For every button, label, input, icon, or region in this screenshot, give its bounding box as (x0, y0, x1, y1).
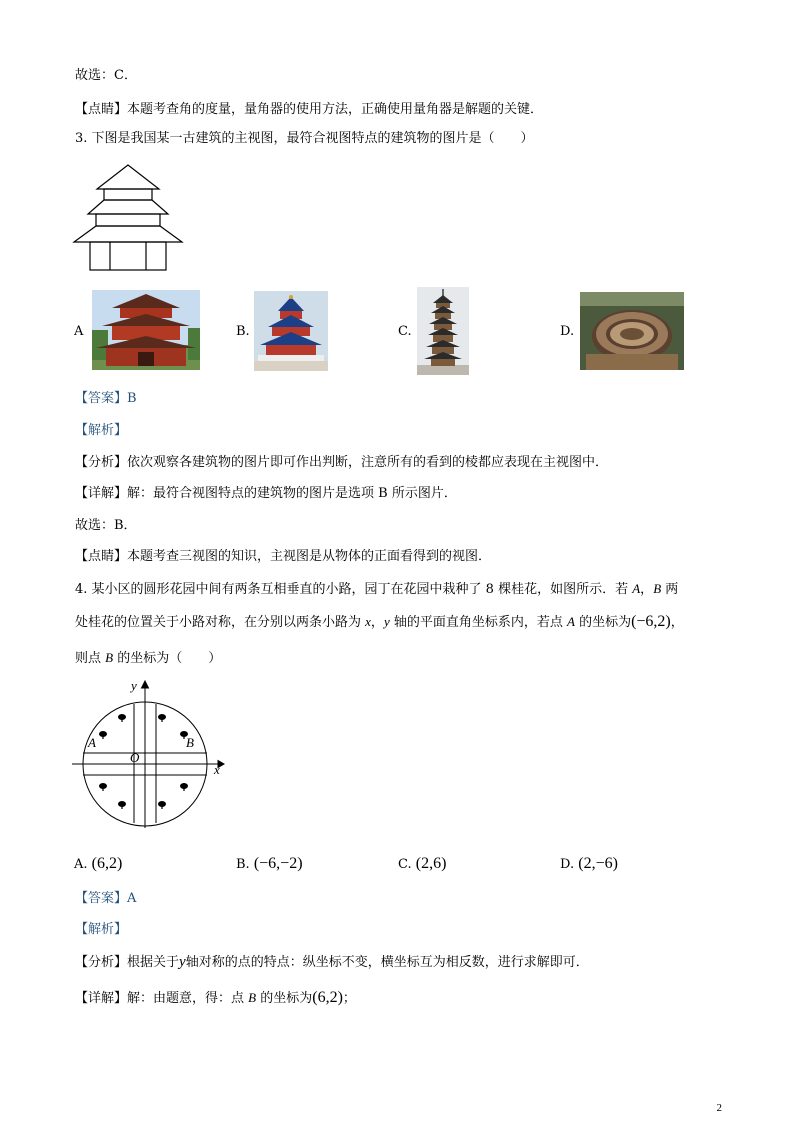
q4-text-c: 处桂花的位置关于小路对称，在分别以两条小路为 (75, 615, 366, 630)
q4-text-b: 两 (661, 582, 679, 597)
tree-icon (158, 714, 166, 722)
answer-3: 【答案】B (75, 391, 137, 406)
analysis-4 (75, 953, 589, 972)
fig-point-a-label: A (88, 735, 96, 750)
page-number: 2 (716, 1102, 722, 1114)
analysis-4-y: y (179, 954, 186, 970)
analysis-4-text-b: 轴对称的点的特点：纵坐标不变，横坐标互为相反数，进行求解即可． (185, 955, 589, 970)
detail-4-value: (6,2) (312, 989, 343, 1006)
q4-comma: ， (640, 582, 654, 597)
fig-point-b-label: B (186, 735, 194, 750)
q4-x: x (365, 614, 371, 629)
q4-point-a2: A (566, 614, 575, 629)
option-b-label: B. (236, 324, 250, 339)
analysis-header-4: 【解析】 (75, 922, 128, 937)
detail-4-text-a: 【详解】解：由题意，得：点 (75, 991, 249, 1006)
tree-icon (99, 731, 107, 739)
q4-text-e: 轴的平面直角坐标系内，若点 (389, 615, 567, 630)
q4-option-a-label: A. (74, 857, 88, 872)
q4-option-a[interactable] (74, 855, 122, 874)
building-front-view-figure (72, 160, 184, 275)
q4-text-d: ， (370, 615, 384, 630)
fig-y-label: y (131, 678, 137, 693)
q4-option-d[interactable] (560, 855, 618, 874)
q4-y: y (383, 614, 390, 629)
option-d-tulou-image[interactable] (580, 292, 684, 370)
tree-icon (158, 801, 166, 809)
fig-x-label: x (214, 762, 220, 777)
q4-text-f: 的坐标为 (574, 615, 632, 630)
q4-option-b-label: B. (236, 857, 250, 872)
detail-3: 【详解】解：最符合视图特点的建筑物的图片是选项 B 所示图片． (75, 486, 457, 501)
q4-text-g: ， (670, 615, 684, 630)
answer-4: 【答案】A (75, 891, 137, 906)
detail-4 (75, 989, 356, 1008)
q4-point-b2: B (105, 650, 114, 665)
option-b-temple-image[interactable] (254, 291, 328, 371)
garden-coordinate-figure (68, 676, 228, 836)
detail-4-text-c: ； (342, 991, 356, 1006)
analysis-3: 【分析】依次观察各建筑物的图片即可作出判断，注意所有的看到的棱都应表现在主视图中． (75, 455, 609, 470)
question-3: 3. 下图是我国某一古建筑的主视图，最符合视图特点的建筑物的图片是（ ） (75, 131, 534, 146)
question-4-line3 (75, 649, 221, 668)
fig-origin-label: O (130, 750, 140, 765)
q4-point-a: A (632, 581, 641, 596)
q4-option-b[interactable] (236, 855, 303, 874)
q4-option-c[interactable] (398, 855, 446, 874)
detail-4-text-b: 的坐标为 (256, 991, 313, 1006)
analysis-header-3: 【解析】 (75, 423, 128, 438)
comment-3: 【点睛】本题考查三视图的知识，主视图是从物体的正面看得到的视图． (75, 549, 492, 564)
tree-icon (118, 801, 126, 809)
q4-text-h: 则点 (75, 651, 106, 666)
option-a-pavilion-image[interactable] (92, 290, 200, 370)
analysis-4-text-a: 【分析】根据关于 (75, 955, 180, 970)
detail-4-point-b: B (248, 990, 257, 1005)
q4-option-c-value: (2,6) (415, 855, 447, 872)
option-d-label: D. (560, 324, 575, 339)
q4-coord-a: (−6,2) (631, 613, 671, 630)
question-4-line1 (75, 580, 678, 599)
conclusion-line: 故选：C． (75, 68, 137, 83)
q4-text-a: 4. 某小区的圆形花园中间有两条互相垂直的小路，园丁在花园中栽种了 8 棵桂花，如图所示．若 (75, 582, 633, 597)
question-4-line2 (75, 613, 684, 632)
q4-option-d-value: (2,−6) (578, 855, 618, 872)
comment-line: 【点睛】本题考查角的度量，量角器的使用方法，正确使用量角器是解题的关键． (75, 102, 544, 117)
tree-icon (99, 783, 107, 791)
conclusion-3: 故选：B． (75, 518, 137, 533)
tree-icon (118, 714, 126, 722)
option-a-label: A (74, 324, 84, 339)
tree-icon (180, 783, 188, 791)
option-c-label: C. (398, 324, 412, 339)
q4-point-b: B (653, 581, 662, 596)
q4-text-i: 的坐标为（ ） (113, 651, 222, 666)
q4-option-d-label: D. (560, 857, 575, 872)
q4-option-c-label: C. (398, 857, 412, 872)
option-c-pagoda-image[interactable] (417, 287, 469, 375)
q4-option-b-value: (−6,−2) (253, 855, 303, 872)
q4-option-a-value: (6,2) (91, 855, 123, 872)
